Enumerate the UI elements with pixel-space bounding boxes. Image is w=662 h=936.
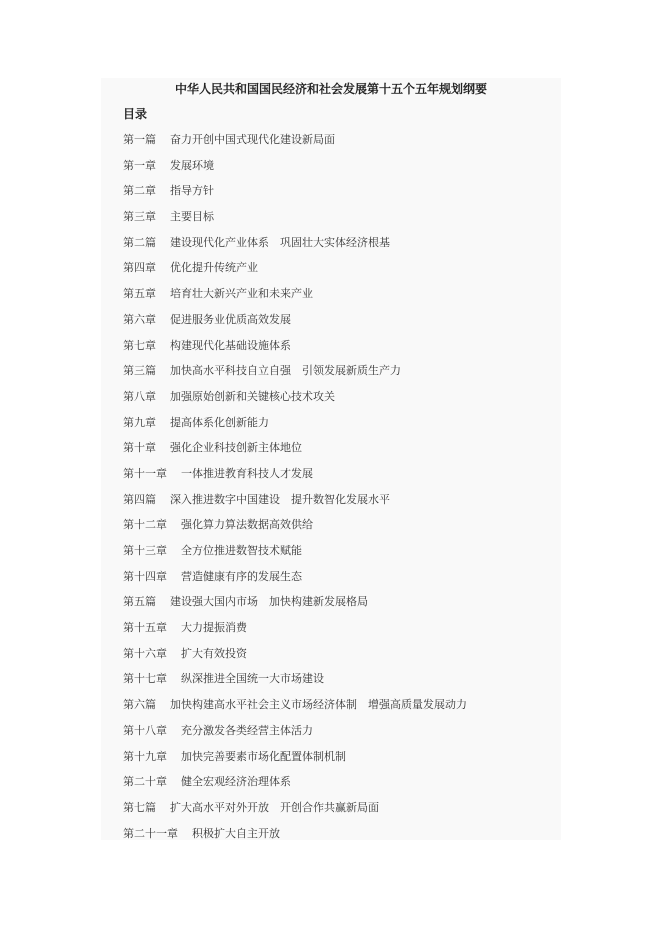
toc-entry-number: 第九章 (123, 415, 156, 429)
toc-entry-number: 第十章 (123, 441, 156, 455)
toc-entry (123, 260, 467, 286)
toc-entry (123, 646, 467, 672)
toc-entry-number: 第十五章 (123, 621, 167, 635)
toc-entry-title: 促进服务业优质高效发展 (170, 312, 291, 326)
toc-entry-title: 发展环境 (170, 158, 214, 172)
toc-entry-number: 第十二章 (123, 518, 167, 532)
toc-entry (123, 440, 467, 466)
toc-entry-number: 第二十一章 (123, 826, 178, 840)
toc-entry-title: 一体推进教育科技人才发展 (181, 466, 313, 480)
toc-entry-title: 强化企业科技创新主体地位 (170, 441, 302, 455)
toc-entry-number: 第二十章 (123, 775, 167, 789)
toc-entry-number: 第四章 (123, 261, 156, 275)
toc-entry-number: 第四篇 (123, 492, 156, 506)
toc-entry-number: 第十七章 (123, 672, 167, 686)
toc-entry (123, 569, 467, 595)
toc-entry-title: 扩大高水平对外开放 开创合作共赢新局面 (170, 800, 379, 814)
toc-entry (123, 235, 467, 261)
document-title: 中华人民共和国国民经济和社会发展第十五个五年规划纲要 (174, 82, 487, 96)
toc-entry (123, 158, 467, 184)
toc-entry-title: 积极扩大自主开放 (192, 826, 280, 840)
toc-entry (123, 543, 467, 569)
toc-entry-number: 第十三章 (123, 544, 167, 557)
toc-entry-number: 第十四章 (123, 569, 167, 583)
toc-entry-number: 第一篇 (123, 133, 156, 146)
toc-entry-title: 加快构建高水平社会主义市场经济体制 增强高质量发展动力 (170, 698, 467, 712)
toc-entry-number: 第八章 (123, 389, 156, 403)
toc-entry (123, 697, 467, 723)
toc-entry-title: 指导方针 (170, 184, 214, 198)
toc-entry-title: 充分激发各类经营主体活力 (181, 723, 313, 737)
toc-entry-title: 健全宏观经济治理体系 (181, 775, 291, 789)
table-of-contents (123, 132, 467, 851)
toc-entry (123, 723, 467, 749)
toc-entry (123, 517, 467, 543)
toc-entry (123, 209, 467, 235)
toc-entry-title: 建设现代化产业体系 巩固壮大实体经济根基 (170, 235, 390, 249)
toc-entry-number: 第七章 (123, 338, 156, 352)
toc-entry-number: 第六章 (123, 312, 156, 326)
toc-entry-number: 第三章 (123, 210, 156, 224)
toc-entry-title: 主要目标 (170, 210, 214, 224)
toc-entry (123, 363, 467, 389)
toc-entry (123, 749, 467, 775)
toc-entry-number: 第二章 (123, 184, 156, 198)
toc-entry-number: 第一章 (123, 158, 156, 172)
toc-entry-number: 第五篇 (123, 595, 156, 609)
toc-entry-title: 扩大有效投资 (181, 646, 247, 660)
toc-entry (123, 286, 467, 312)
toc-entry-title: 加快高水平科技自立自强 引领发展新质生产力 (170, 364, 401, 378)
toc-entry (123, 800, 467, 826)
toc-entry (123, 774, 467, 800)
toc-entry (123, 466, 467, 492)
document-page (101, 78, 561, 840)
toc-entry-number: 第十六章 (123, 646, 167, 660)
toc-entry (123, 312, 467, 338)
toc-entry-number: 第十九章 (123, 749, 167, 763)
toc-entry (123, 415, 467, 441)
toc-heading: 目录 (123, 107, 148, 121)
toc-entry (123, 183, 467, 209)
toc-entry-title: 强化算力算法数据高效供给 (181, 518, 313, 532)
toc-entry-title: 深入推进数字中国建设 提升数智化发展水平 (170, 492, 390, 506)
toc-entry-title: 培育壮大新兴产业和未来产业 (170, 287, 313, 301)
toc-entry (123, 132, 467, 158)
toc-entry-title: 大力提振消费 (181, 621, 247, 635)
toc-entry-title: 加强原始创新和关键核心技术攻关 (170, 389, 335, 403)
toc-entry-number: 第二篇 (123, 235, 156, 249)
toc-entry-number: 第六篇 (123, 698, 156, 712)
toc-entry-title: 全方位推进数智技术赋能 (181, 544, 302, 557)
toc-entry-title: 加快完善要素市场化配置体制机制 (181, 749, 346, 763)
toc-entry-title: 提高体系化创新能力 (170, 415, 269, 429)
toc-entry-title: 纵深推进全国统一大市场建设 (181, 672, 324, 686)
toc-entry-title: 优化提升传统产业 (170, 261, 258, 275)
toc-entry (123, 338, 467, 364)
toc-entry-title: 建设强大国内市场 加快构建新发展格局 (170, 595, 368, 609)
toc-entry-number: 第七篇 (123, 800, 156, 814)
toc-entry (123, 492, 467, 518)
toc-entry (123, 671, 467, 697)
toc-entry (123, 826, 467, 852)
toc-entry-number: 第三篇 (123, 364, 156, 378)
toc-entry-number: 第五章 (123, 287, 156, 301)
toc-entry-title: 构建现代化基础设施体系 (170, 338, 291, 352)
toc-entry-number: 第十八章 (123, 723, 167, 737)
toc-entry (123, 620, 467, 646)
toc-entry-title: 营造健康有序的发展生态 (181, 569, 302, 583)
toc-entry (123, 594, 467, 620)
toc-entry (123, 389, 467, 415)
toc-entry-title: 奋力开创中国式现代化建设新局面 (170, 133, 335, 146)
toc-entry-number: 第十一章 (123, 466, 167, 480)
